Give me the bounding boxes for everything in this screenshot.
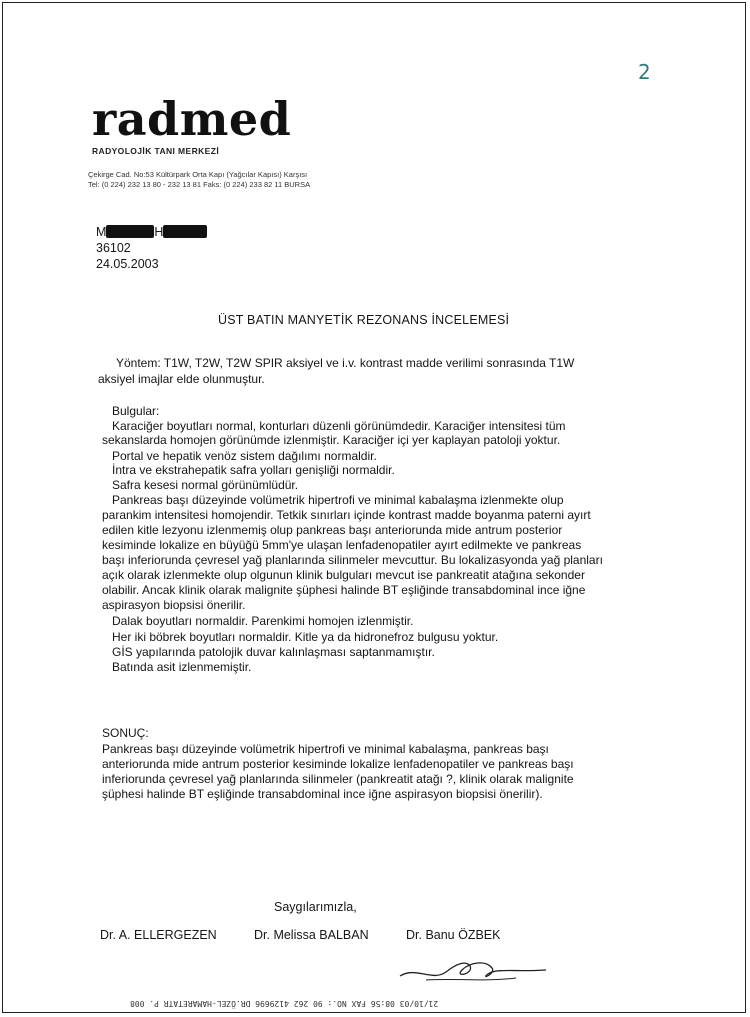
findings-line: aspirasyon biopsisi önerilir. xyxy=(102,598,246,612)
findings-line: parankim intensitesi homojendir. Tetkik sınırları içinde kontrast madde boyanma paterni ayırt xyxy=(102,508,591,522)
closing-text: Saygılarımızla, xyxy=(274,900,357,914)
findings-line: Pankreas başı düzeyinde volümetrik hipertrofi ve minimal kabalaşma izlenmekte olup xyxy=(112,493,564,507)
conclusion-line: şüphesi halinde BT eşliğinde transabdominal ince iğne aspirasyon biopsisi önerilir). xyxy=(102,787,543,801)
clinic-logo: radmed xyxy=(92,92,292,146)
redaction-bar xyxy=(163,225,207,238)
conclusion-line: inferiorunda çevresel yağ planlarında silinmeler (pankreatit atağı ?, klinik olarak malignite xyxy=(102,772,574,786)
findings-line: edilen kitle lezyonu izlenmemiş olup pankreas başı anteriorunda mide antrum posterior xyxy=(102,523,563,537)
redaction-bar xyxy=(106,225,154,238)
clinic-subtitle: RADYOLOJİK TANI MERKEZİ xyxy=(92,146,220,156)
doctor-name: Dr. Melissa BALBAN xyxy=(254,928,369,942)
signature-scribble xyxy=(396,952,556,986)
findings-line: Batında asit izlenmemiştir. xyxy=(112,660,252,674)
doctor-name: Dr. Banu ÖZBEK xyxy=(406,928,501,942)
findings-line: sekanslarda homojen görünümde izlenmiştir. Karaciğer içi yer kaplayan patoloji yoktur. xyxy=(102,433,561,447)
patient-surname-initial: H xyxy=(154,225,164,239)
findings-line: olabilir. Ancak klinik olarak malignite şüphesi halinde BT eşliğinde transabdominal ince iğne xyxy=(102,583,586,597)
clinic-contact: Tel: (0 224) 232 13 80 - 232 13 81 Faks: (0 224) 233 82 11 BURSA xyxy=(88,180,311,189)
findings-line: Karaciğer boyutları normal, konturları düzenli görünümdedir. Karaciğer intensitesi tüm xyxy=(112,419,566,433)
fax-footer: 21/10/03 08:56 FAX NO.: 90 262 4129696 DR.ÖZEL-HAMARETATR P. 008 xyxy=(130,999,439,1008)
findings-line: kesiminde lokalize en büyüğü 5mm'ye ulaşan lenfadenopatiler ayırt edilmekte ve pankreas xyxy=(102,538,582,552)
findings-line: Portal ve hepatik venöz sistem dağılımı normaldir. xyxy=(112,449,377,463)
findings-line: açık olarak izlenmekte olup olgunun klinik bulguları mevcut ise pankreatit atağına sekonder xyxy=(102,568,585,582)
patient-name xyxy=(96,224,207,240)
method-line: aksiyel imajlar elde olunmuştur. xyxy=(98,372,265,386)
findings-line: Her iki böbrek boyutları normaldir. Kitle ya da hidronefroz bulgusu yoktur. xyxy=(112,630,499,644)
patient-name-initial: M xyxy=(96,225,107,239)
page-number: 2 xyxy=(638,60,651,84)
conclusion-line: anteriorunda mide antrum posterior kesiminde lokalize lenfadenopatiler ve pankreas başı xyxy=(102,757,574,771)
conclusion-heading: SONUÇ: xyxy=(102,726,149,740)
method-line: Yöntem: T1W, T2W, T2W SPIR aksiyel ve i.v. kontrast madde verilimi sonrasında T1W xyxy=(116,356,575,370)
report-title: ÜST BATIN MANYETİK REZONANS İNCELEMESİ xyxy=(218,313,510,327)
report-date: 24.05.2003 xyxy=(96,257,159,271)
findings-line: İntra ve ekstrahepatik safra yolları genişliği normaldir. xyxy=(112,463,395,477)
patient-id: 36102 xyxy=(96,241,131,255)
conclusion-line: Pankreas başı düzeyinde volümetrik hipertrofi ve minimal kabalaşma, pankreas başı xyxy=(102,742,549,756)
clinic-address: Çekirge Cad. No:53 Kültürpark Orta Kapı (Yağcılar Kapısı) Karşısı xyxy=(88,170,308,179)
findings-line: GİS yapılarında patolojik duvar kalınlaşması saptanmamıştır. xyxy=(112,645,435,659)
findings-line: başı inferiorunda çevresel yağ planlarında silinmeler mevcuttur. Bu lokalizasyonda yağ planları xyxy=(102,553,603,567)
findings-line: Dalak boyutları normaldir. Parenkimi homojen izlenmiştir. xyxy=(112,614,414,628)
findings-line: Safra kesesi normal görünümlüdür. xyxy=(112,478,299,492)
doctor-name: Dr. A. ELLERGEZEN xyxy=(100,928,217,942)
findings-heading: Bulgular: xyxy=(112,404,160,418)
